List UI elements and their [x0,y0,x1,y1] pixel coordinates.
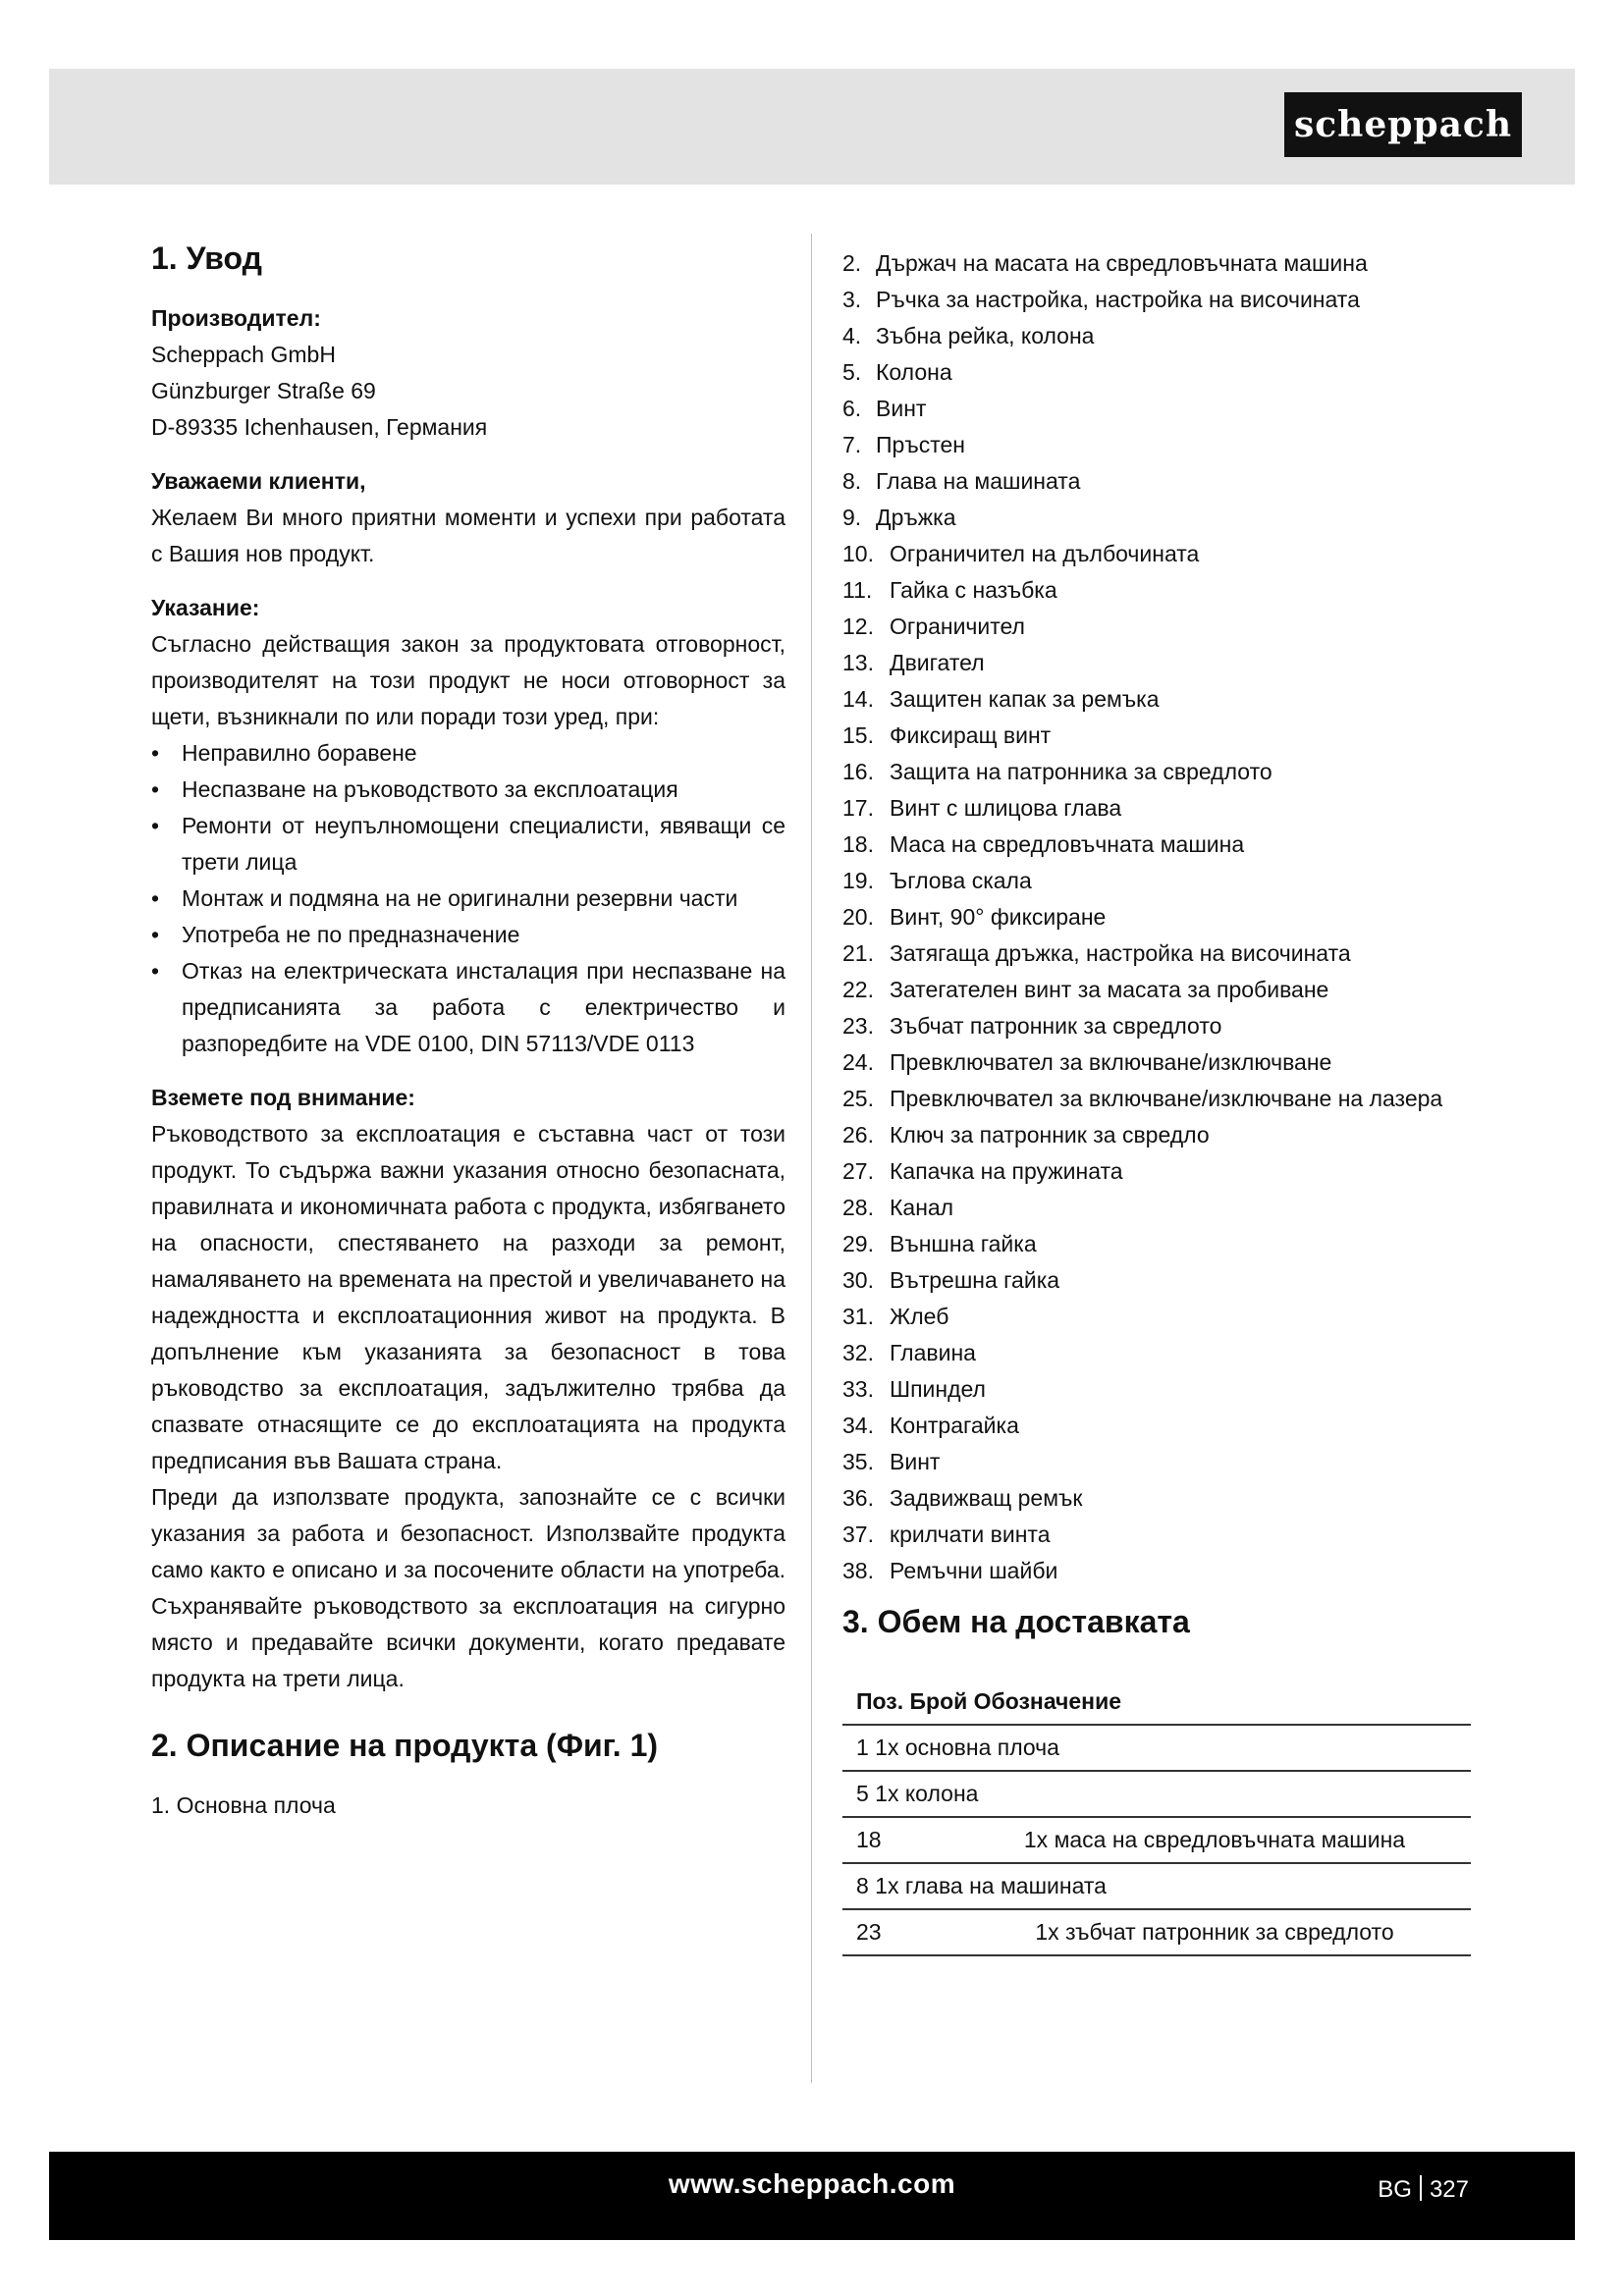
section-heading-delivery: 3. Обем на доставката [842,1604,1190,1639]
part-label: Контрагайка [890,1413,1019,1438]
table-cell-position: 23 [842,1909,958,1955]
part-number: 25. [842,1086,874,1111]
part-number: 19. [842,868,874,893]
section-heading-description: 2. Описание на продукта (Фиг. 1) [151,1728,659,1763]
part-label: Двигател [890,650,985,675]
part-item [842,1517,1481,1553]
part-label: Дръжка [876,505,956,530]
part-item [842,863,1481,899]
part-number: 3. [842,287,862,312]
part-item [842,572,1481,609]
part-number: 15. [842,722,874,748]
part-item [842,1335,1481,1371]
table-cell-description: 1x маса на свредловъчната машина [958,1817,1471,1863]
page-indicator [1378,2175,1469,2204]
table-row [842,1909,1471,1955]
column-divider [811,234,812,2083]
part-item [842,827,1481,863]
note-block [151,590,785,1062]
consider-block [151,1080,785,1697]
page-header [49,69,1575,185]
note-label: Указание: [151,595,260,620]
part-label: крилчати винта [890,1522,1051,1547]
part-label: Зъбна рейка, колона [876,323,1095,348]
part-item [842,1408,1481,1444]
table-row [842,1817,1471,1863]
part-label: Ключ за патронник за свредло [890,1122,1210,1148]
part-number: 5. [842,359,862,385]
part-item [842,282,1481,318]
part-item [842,681,1481,718]
part-label: Зъбчат патронник за свредлото [890,1013,1222,1039]
part-item [842,245,1481,282]
part-item [842,1299,1481,1335]
part-item [842,1044,1481,1081]
part-number: 22. [842,977,874,1002]
part-label: Главина [890,1340,976,1365]
dear-customers-text: Желаем Ви много приятни моменти и успехи при работата с Вашия нов продукт. [151,505,785,566]
part-item [842,718,1481,754]
part-number: 36. [842,1485,874,1511]
brand-logo: scheppach [1284,92,1522,157]
part-number: 11. [842,577,873,603]
table-row [842,1725,1471,1771]
part-item [842,1226,1481,1262]
part-number: 31. [842,1304,874,1329]
part-item [842,463,1481,500]
part-item [842,1371,1481,1408]
part-number: 20. [842,904,874,930]
section-heading-intro: 1. Увод [151,240,262,276]
part-label: Защита на патронника за свредлото [890,759,1272,784]
part-number: 7. [842,432,862,457]
part-label: Пръстен [876,432,965,457]
part-item [842,391,1481,427]
part-item [842,1480,1481,1517]
part-number: 2. [842,250,862,276]
part-number: 4. [842,323,862,348]
part-number: 14. [842,686,874,712]
part-number: 8. [842,468,862,494]
part-number: 18. [842,831,874,857]
part-number: 17. [842,795,874,821]
part-number: 12. [842,614,874,639]
manufacturer-block [151,300,785,446]
part-number: 34. [842,1413,874,1438]
table-cell-description: 1x зъбчат патронник за свредлото [958,1909,1471,1955]
part-label: Гайка с назъбка [890,577,1057,603]
bullet-item: • Монтаж и подмяна на не оригинални резервни части [151,881,785,917]
part-label: Ръчка за настройка, настройка на височината [876,287,1360,312]
page-footer [49,2152,1575,2240]
part-number: 23. [842,1013,874,1039]
website-url[interactable]: www.scheppach.com [668,2168,956,2199]
part-number: 6. [842,396,862,421]
part-label: Затегателен винт за масата за пробиване [890,977,1329,1002]
part-number: 29. [842,1231,874,1256]
part-label: Ъглова скала [890,868,1032,893]
part-item [842,1444,1481,1480]
part-item [842,1262,1481,1299]
part-label: Ремъчни шайби [890,1558,1058,1583]
part-item [842,899,1481,935]
part-item [842,1190,1481,1226]
part-item [842,790,1481,827]
part-item [151,1788,785,1824]
page-number: 327 [1429,2176,1469,2203]
part-number: 38. [842,1558,874,1583]
part-number: 32. [842,1340,874,1365]
part-item [842,972,1481,1008]
table-header: Поз. Брой Обозначение [842,1680,1471,1725]
manufacturer-line: Scheppach GmbH [151,342,336,367]
part-label: Жлеб [890,1304,949,1329]
part-number: 33. [842,1376,874,1402]
part-label: Глава на машината [876,468,1081,494]
part-item [842,427,1481,463]
part-number: 24. [842,1049,874,1075]
table-cell: 8 1x глава на машината [842,1863,1471,1909]
part-item [842,754,1481,790]
part-label: Защитен капак за ремъка [890,686,1160,712]
part-label: Ограничител [890,614,1025,639]
table-row [842,1863,1471,1909]
manufacturer-line: D-89335 Ichenhausen, Германия [151,414,488,440]
consider-label: Вземете под внимание: [151,1085,415,1110]
right-column [842,245,1481,1956]
liability-bullets [151,735,785,1062]
bullet-item: • Употреба не по предназначение [151,917,785,953]
part-label: Основна плоча [176,1792,336,1818]
part-item [842,935,1481,972]
part-number: 26. [842,1122,874,1148]
part-item [842,645,1481,681]
language-code: BG [1378,2176,1412,2203]
part-number: 13. [842,650,874,675]
part-item [842,1008,1481,1044]
delivery-table [842,1680,1471,1956]
part-number: 28. [842,1195,874,1220]
left-column [151,236,785,1824]
part-label: Винт с шлицова глава [890,795,1122,821]
part-label: Фиксиращ винт [890,722,1052,748]
table-header-row [842,1680,1471,1725]
part-item [842,318,1481,354]
part-item [842,1553,1481,1589]
dear-customers-label: Уважаеми клиенти, [151,468,366,494]
manufacturer-label: Производител: [151,305,321,331]
table-cell: 5 1x колона [842,1771,1471,1817]
note-text: Съгласно действащия закон за продуктовата отговорност, производителят на този продукт не носи отговорност за щети, възникнали по или поради този уред, при: [151,631,785,729]
table-row [842,1771,1471,1817]
part-item [842,500,1481,536]
part-number: 10. [842,541,874,566]
part-item [842,609,1481,645]
consider-paragraph: Ръководството за експлоатация е съставна част от този продукт. То съдържа важни указания относно безопасната, правилната и икономичната работа с продукта, избягването на опасности, спестяването на разходи за ремонт, намаляването на времената на престой и увеличаването на надеждността и експлоатационния живот на продукта. В допълнение към указанията за безопасност в това ръководство за експлоатация, задължително трябва да спазвате отнасящите се до експлоатацията на продукта предписания във Вашата страна. [151,1121,785,1473]
part-label: Колона [876,359,952,385]
part-label: Ограничител на дълбочината [890,541,1200,566]
part-label: Превключвател за включване/изключване [890,1049,1332,1075]
bullet-item: • Ремонти от неупълномощени специалисти, явяващи се трети лица [151,808,785,881]
part-item [842,1153,1481,1190]
part-number: 37. [842,1522,874,1547]
part-label: Капачка на пружината [890,1158,1123,1184]
part-number: 1. [151,1792,171,1818]
table-cell-position: 18 [842,1817,958,1863]
bullet-item: • Отказ на електрическата инсталация при неспазване на предписанията за работа с електричество и разпоредбите на VDE 0100, DIN 57113/VDE 0113 [151,953,785,1062]
part-label: Външна гайка [890,1231,1037,1256]
dear-customers-block [151,463,785,572]
page-separator [1420,2175,1422,2201]
part-label: Вътрешна гайка [890,1267,1060,1293]
part-number: 27. [842,1158,874,1184]
part-label: Винт, 90° фиксиране [890,904,1107,930]
part-label: Затягаща дръжка, настройка на височината [890,940,1351,966]
part-label: Задвижващ ремък [890,1485,1083,1511]
bullet-item: • Неправилно боравене [151,735,785,772]
part-item [842,354,1481,391]
part-number: 30. [842,1267,874,1293]
part-item [842,536,1481,572]
part-label: Канал [890,1195,954,1220]
bullet-item: • Неспазване на ръководството за експлоатация [151,772,785,808]
part-item [842,1081,1481,1117]
consider-paragraph: Преди да използвате продукта, запознайте се с всички указания за работа и безопасност. Използвайте продукта само както е описано и за посочените области на употреба. Съхранявайте ръководството за експлоатация на сигурно място и предавайте всички документи, когато предавате продукта на трети лица. [151,1484,785,1691]
part-label: Винт [876,396,927,421]
table-cell: 1 1x основна плоча [842,1725,1471,1771]
parts-list [842,245,1481,1589]
part-item [842,1117,1481,1153]
part-label: Маса на свредловъчната машина [890,831,1245,857]
part-number: 35. [842,1449,874,1474]
part-number: 21. [842,940,874,966]
manufacturer-line: Günzburger Straße 69 [151,378,376,403]
part-number: 16. [842,759,874,784]
part-number: 9. [842,505,862,530]
part-label: Превключвател за включване/изключване на лазера [890,1086,1443,1111]
part-label: Винт [890,1449,941,1474]
part-label: Държач на масата на свредловъчната машина [876,250,1368,276]
part-label: Шпиндел [890,1376,986,1402]
